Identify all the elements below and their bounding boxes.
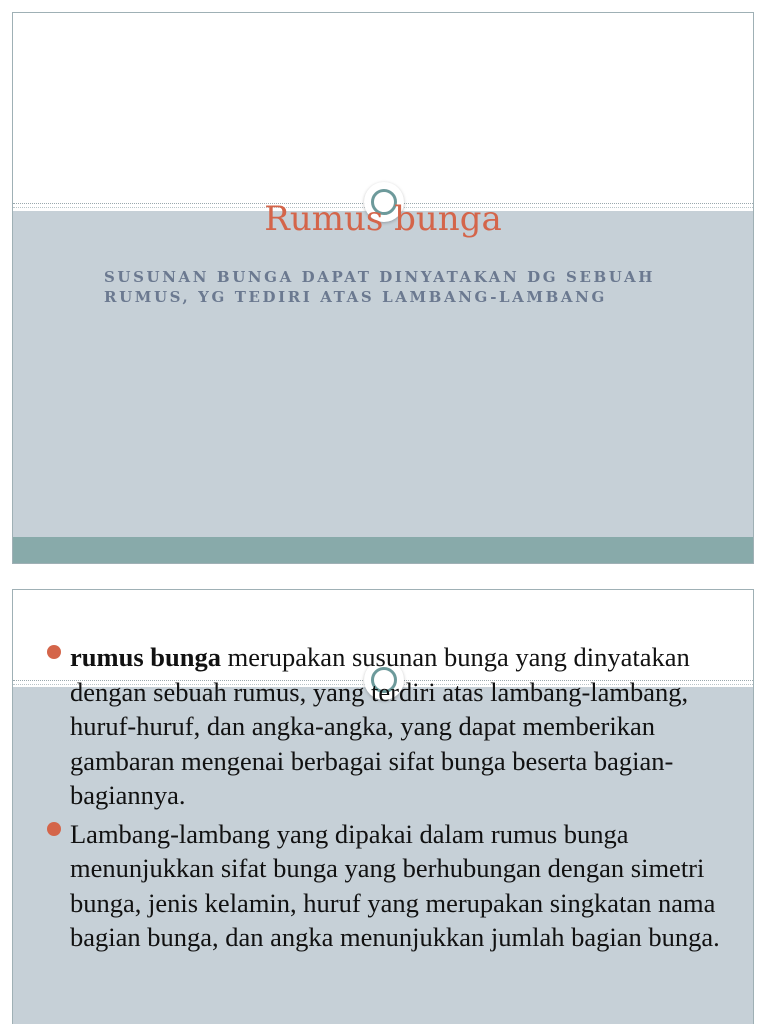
- slide-content: [12, 589, 754, 1024]
- slide-subtitle: SUSUNAN BUNGA DAPAT DINYATAKAN DG SEBUAH RUMUS, YG TEDIRI ATAS LAMBANG-LAMBANG: [104, 268, 655, 306]
- bullet-dot-icon: [47, 645, 61, 659]
- footer-bar: [13, 537, 753, 564]
- bullet-list: [47, 640, 727, 959]
- slide-title-text: Rumus bunga: [264, 199, 502, 239]
- list-item: [47, 640, 727, 813]
- slide-body-band: [13, 211, 753, 537]
- bullet-text: merupakan susunan bunga yang dinyatakan dengan sebuah rumus, yang terdiri atas lambang-lambang, huruf-huruf, dan angka-angka, yang dapat memberikan gambaran mengenai berbagai sifat bunga beserta bagian-bagiannya.: [70, 642, 690, 810]
- list-item: [47, 817, 727, 955]
- bullet-bold-term: rumus bunga: [70, 642, 221, 672]
- bullet-dot-icon: [47, 822, 61, 836]
- bullet-text: Lambang-lambang yang dipakai dalam rumus bunga menunjukkan sifat bunga yang berhubungan dengan simetri bunga, jenis kelamin, huruf yang merupakan singkatan nama bagian bunga, dan angka menunjukkan jumlah bagian bunga.: [70, 818, 720, 952]
- slide-title: [12, 12, 754, 564]
